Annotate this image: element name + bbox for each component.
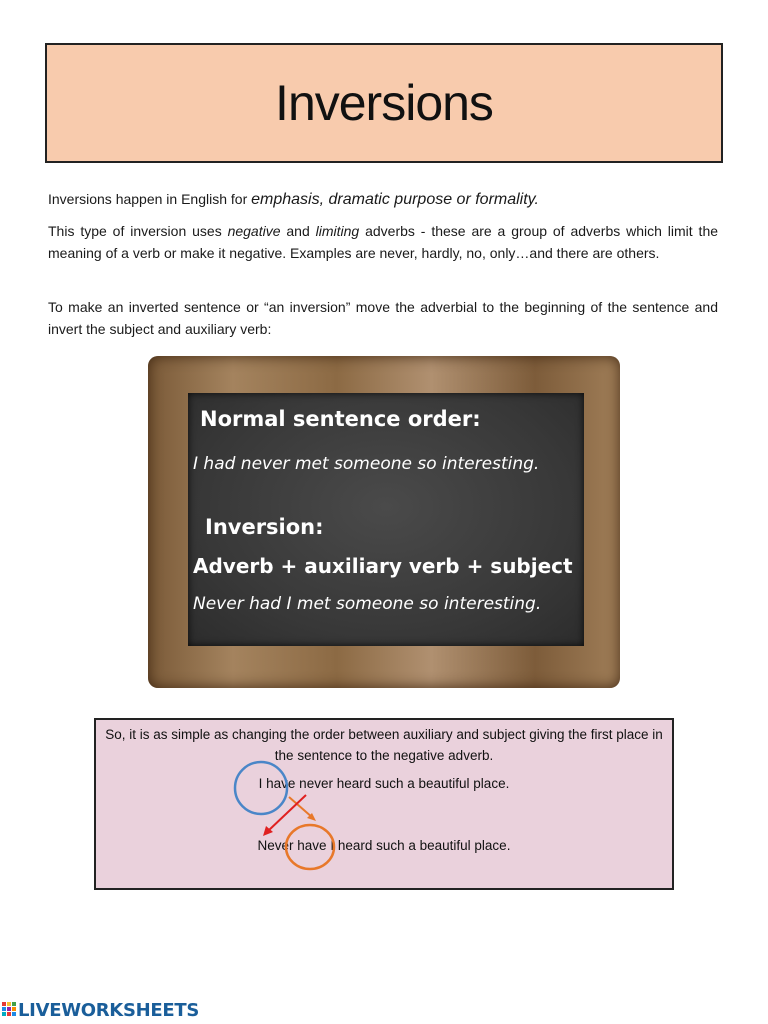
liveworksheets-logo-icon xyxy=(2,1002,16,1018)
title-banner xyxy=(45,43,723,163)
paragraph-howto: To make an inverted sentence or “an inversion” move the adverbial to the beginning of the sentence and invert the subject and auxiliary verb: xyxy=(48,299,718,337)
intro-emphasis: emphasis, dramatic purpose or formality. xyxy=(251,191,539,208)
adverbs-text-2: and xyxy=(280,223,316,239)
summary-intro: So, it is as simple as changing the order between auxiliary and subject giving the first place in the sentence to the negative adverb. xyxy=(105,727,663,763)
example-inverted: Never have I heard such a beautiful place. xyxy=(257,838,511,853)
blackboard-image xyxy=(148,356,620,688)
negative-word: negative xyxy=(227,223,281,239)
board-sentence-normal: I had never met someone so interesting. xyxy=(193,454,540,474)
paragraph-intro xyxy=(48,188,718,211)
orange-circle-marker xyxy=(286,825,334,869)
blackboard-slate xyxy=(188,393,584,646)
limiting-word: limiting xyxy=(315,223,360,239)
footer-brand[interactable] xyxy=(2,998,199,1022)
intro-text: Inversions happen in English for xyxy=(48,191,252,207)
board-heading-inversion: Inversion: xyxy=(205,515,324,539)
board-sentence-inversion: Never had I met someone so interesting. xyxy=(193,594,542,614)
board-formula: Adverb + auxiliary verb + subject xyxy=(193,554,573,578)
example-normal: I have never heard such a beautiful place. xyxy=(258,776,510,791)
annotation-overlay xyxy=(96,720,672,888)
brand-name: LIVEWORKSHEETS xyxy=(18,999,200,1021)
board-heading-normal: Normal sentence order: xyxy=(200,407,481,431)
adverbs-text-1: This type of inversion uses xyxy=(48,223,228,239)
summary-box xyxy=(94,718,674,890)
paragraph-adverbs xyxy=(48,220,718,264)
page-title: Inversions xyxy=(275,75,493,131)
blue-circle-marker xyxy=(235,762,287,814)
adverbs-text-3: adverbs - these are a group of adverbs which limit the meaning of a verb or make it negative. Examples are never, hardly, no, only…and there are others. xyxy=(48,223,719,261)
